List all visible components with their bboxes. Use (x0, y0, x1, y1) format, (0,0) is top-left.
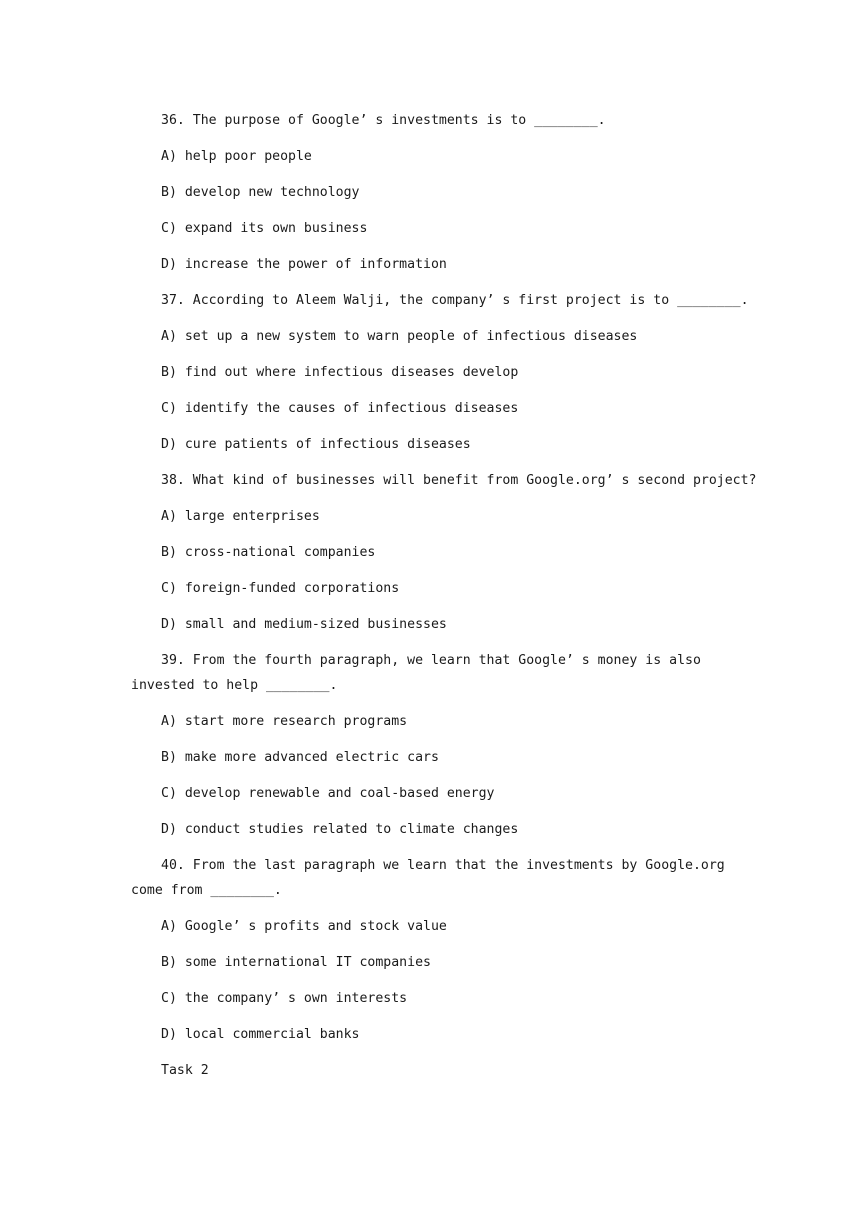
question-40-stem: 40. From the last paragraph we learn that the investments by Google.org come from ________. (131, 858, 725, 898)
question-39-option-a: A) start more research programs (161, 714, 408, 729)
question-37-option-d: D) cure patients of infectious diseases (161, 437, 471, 452)
question-37-option-b: B) find out where infectious diseases develop (161, 365, 519, 380)
task-label: Task 2 (161, 1063, 209, 1078)
question-38-option-a: A) large enterprises (161, 509, 320, 524)
question-40-option-c: C) the company’ s own interests (161, 991, 408, 1006)
question-39-option-d: D) conduct studies related to climate changes (161, 822, 519, 837)
question-40-option-d: D) local commercial banks (161, 1027, 360, 1042)
question-37-option-a: A) set up a new system to warn people of infectious diseases (161, 329, 638, 344)
question-36-stem: 36. The purpose of Google’ s investments is to ________. (161, 113, 606, 128)
question-37-stem: 37. According to Aleem Walji, the company’ s first project is to ________. (161, 293, 749, 308)
question-36-option-c: C) expand its own business (161, 221, 368, 236)
question-36-option-a: A) help poor people (161, 149, 312, 164)
question-36-option-d: D) increase the power of information (161, 257, 447, 272)
question-list (131, 108, 757, 1094)
question-39-option-c: C) develop renewable and coal-based energy (161, 786, 495, 801)
question-40-option-a: A) Google’ s profits and stock value (161, 919, 447, 934)
question-38-option-d: D) small and medium-sized businesses (161, 617, 447, 632)
question-37-option-c: C) identify the causes of infectious diseases (161, 401, 519, 416)
question-38-option-b: B) cross-national companies (161, 545, 376, 560)
question-40-option-b: B) some international IT companies (161, 955, 431, 970)
question-36-option-b: B) develop new technology (161, 185, 360, 200)
question-38-option-c: C) foreign-funded corporations (161, 581, 400, 596)
question-38-stem: 38. What kind of businesses will benefit from Google.org’ s second project? (161, 473, 757, 488)
question-39-option-b: B) make more advanced electric cars (161, 750, 439, 765)
question-39-stem: 39. From the fourth paragraph, we learn that Google’ s money is also invested to help ________. (131, 653, 701, 693)
